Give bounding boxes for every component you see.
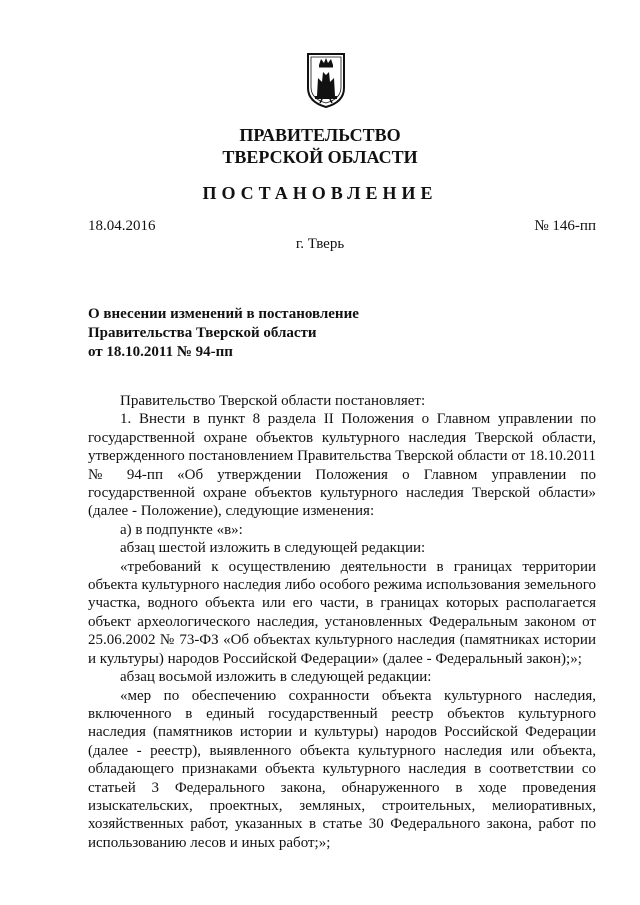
document-subject — [88, 305, 488, 362]
subject-line: от 18.10.2011 № 94-пп — [88, 344, 233, 360]
subject-line: Правительства Тверской области — [88, 325, 317, 341]
paragraph-instruction: абзац шестой изложить в следующей редакции: — [120, 540, 426, 557]
paragraph-instruction: абзац восьмой изложить в следующей редакции: — [120, 669, 432, 686]
document-city: г. Тверь — [295, 236, 345, 252]
paragraph-quote: «требований к осуществлению деятельности в границах территории объекта культурного наследия либо особого режима использования земельного участка, водного объекта или его части, в границах которых располагается объект археологического наследия, установленных Федеральным законом от 25.06.2002 № 73-ФЗ «Об объектах культурного наследия (памятниках истории и культуры) народов Российской Федерации» (далее - Федеральный закон);»; — [88, 558, 596, 667]
document-number: № 146-пп — [534, 218, 596, 234]
government-title-line1: ПРАВИТЕЛЬСТВО — [239, 125, 401, 145]
coat-of-arms-icon — [306, 52, 346, 108]
subject-line: О внесении изменений в постановление — [88, 306, 359, 322]
government-title-line2: ТВЕРСКОЙ ОБЛАСТИ — [222, 147, 418, 167]
document-type: ПОСТАНОВЛЕНИЕ — [202, 183, 438, 203]
paragraph-quote: «мер по обеспечению сохранности объекта культурного наследия, включенного в единый государственный реестр объектов культурного наследия (памятников истории и культуры) народов Российской Федерации (далее - реестр), выявленного объекта культурного наследия или объекта, обладающего признаками объекта культурного наследия в соответствии со статьей 3 Федерального закона, обнаруженного в ходе проведения изыскательских, проектных, земляных, строительных, мелиоративных, хозяйственных работ, указанных в статье 30 Федерального закона, работ по использованию лесов и иных работ;»; — [88, 687, 596, 851]
paragraph-preamble: Правительство Тверской области постановляет: — [120, 393, 426, 409]
paragraph-subitem-a: а) в подпункте «в»: — [120, 521, 243, 538]
document-body — [88, 392, 596, 852]
paragraph-item-1: 1. Внести в пункт 8 раздела II Положения о Главном управлении по государственной охране объектов культурного наследия Тверской области, утвержденного постановлением Правительства Тверской области от 18.10.2011 № 94-пп «Об утверждении Положения о Главном управлении по государственной охране объектов культурного наследия Тверской области» (далее - Положение), следующие изменения: — [88, 411, 596, 520]
document-date: 18.04.2016 — [88, 218, 156, 234]
